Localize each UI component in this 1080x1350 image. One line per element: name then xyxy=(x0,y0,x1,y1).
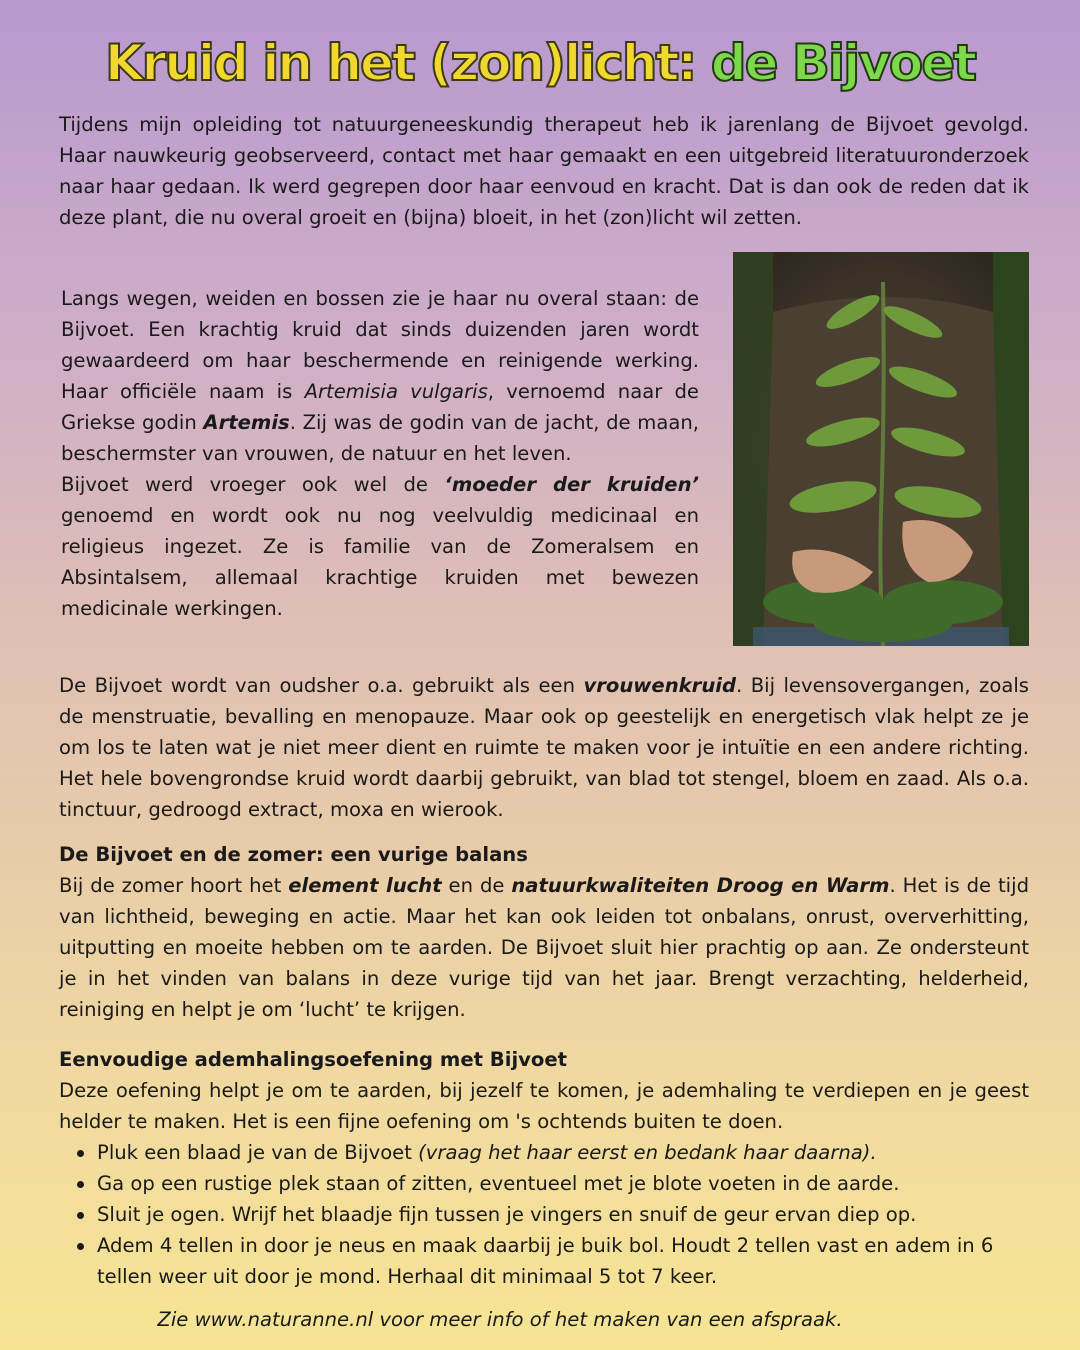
section-heading: Eenvoudige ademhalingsoefening met Bijvoet xyxy=(59,1048,568,1071)
latin-name: Artemisia vulgaris xyxy=(304,380,488,403)
text: . Zij was de godin van de jacht, de maan, beschermster van vrouwen, de natuur en het leven. xyxy=(61,411,700,465)
section-heading: De Bijvoet en de zomer: een vurige balans xyxy=(59,843,528,866)
vrouwenkruid-emphasis: vrouwenkruid xyxy=(583,674,737,697)
text: Langs wegen, weiden en bossen zie je haar nu overal staan: de Bijvoet. Een krachtig kruid dat sinds duizenden jaren wordt gewaardeerd om haar beschermende en reinigende werking. Haar officiële naam is xyxy=(61,287,699,403)
item-note: (vraag het haar eerst en bedank haar daarna). xyxy=(418,1141,877,1164)
footer-note: Zie www.naturanne.nl voor meer info of het maken van een afspraak. xyxy=(157,1308,843,1331)
text: genoemd en wordt ook nu nog veelvuldig medicinaal en religieus ingezet. Ze is familie van de Zomeralsem en Absintalsem, allemaal krachtige kruiden met bewezen medicinale werkingen. xyxy=(61,504,699,620)
text: Bijvoet werd vroeger ook wel de xyxy=(61,473,445,496)
moeder-emphasis: ‘moeder der kruiden’ xyxy=(444,473,699,496)
title-part2: de Bijvoet xyxy=(710,34,976,92)
section-paragraph xyxy=(59,870,1029,1025)
plant-illustration xyxy=(733,252,1029,646)
list-item: Sluit je ogen. Wrijf het blaadje fijn tussen je vingers en snuif de geur ervan diep op. xyxy=(97,1199,1029,1230)
paragraph-artemisia xyxy=(61,283,699,469)
text: Bij de zomer hoort het xyxy=(59,874,289,897)
mugwort-plant-photo xyxy=(733,252,1029,646)
paragraph-moeder xyxy=(61,469,699,624)
text: De Bijvoet wordt van oudsher o.a. gebruikt als een xyxy=(59,674,584,697)
exercise-list xyxy=(59,1137,1029,1292)
natuurkwaliteiten-emphasis: natuurkwaliteiten Droog en Warm xyxy=(511,874,890,897)
text: , vernoemd naar de Griekse godin xyxy=(61,380,699,434)
list-item: Ga op een rustige plek staan of zitten, eventueel met je blote voeten in de aarde. xyxy=(97,1168,1029,1199)
page-title xyxy=(0,28,1080,98)
section-intro: Deze oefening helpt je om te aarden, bij jezelf te komen, je ademhaling te verdiepen en je geest helder te maken. Het is een fijne oefening om 's ochtends buiten te doen. xyxy=(59,1079,1029,1133)
text: en de xyxy=(441,874,512,897)
text: Pluk een blaad je van de Bijvoet xyxy=(97,1141,419,1164)
paragraph-vrouwenkruid xyxy=(59,670,1029,825)
intro-paragraph: Tijdens mijn opleiding tot natuurgeneeskundig therapeut heb ik jarenlang de Bijvoet gevolgd. Haar nauwkeurig geobserveerd, contact met haar gemaakt en een uitgebreid literatuuronderzoek naar haar gedaan. Ik werd gegrepen door haar eenvoud en kracht. Dat is dan ook de reden dat ik deze plant, die nu overal groeit en (bijna) bloeit, in het (zon)licht wil zetten. xyxy=(59,113,1029,229)
text: . Bij levensovergangen, zoals de menstruatie, bevalling en menopauze. Maar ook op geestelijk en energetisch vlak helpt ze je om los te laten wat je niet meer dient en ruimte te maken voor je intuïtie en een andere richting. Het hele bovengrondse kruid wordt daarbij gebruikt, van blad tot stengel, bloem en zaad. Als o.a. tinctuur, gedroogd extract, moxa en wierook. xyxy=(59,674,1029,821)
text-column xyxy=(61,283,699,624)
text: . Het is de tijd van lichtheid, beweging en actie. Maar het kan ook leiden tot onbalans, onrust, oververhitting, uitputting en moeite hebben om te aarden. De Bijvoet sluit hier prachtig op aan. Ze ondersteunt je in het vinden van balans in deze vurige tijd van het jaar. Brengt verzachting, helderheid, reiniging en helpt je om ‘lucht’ te krijgen. xyxy=(59,874,1030,1021)
list-item xyxy=(97,1137,1029,1168)
section-ademhaling xyxy=(59,1044,1029,1292)
element-lucht-emphasis: element lucht xyxy=(288,874,442,897)
artemis-name: Artemis xyxy=(203,411,290,434)
list-item: Adem 4 tellen in door je neus en maak daarbij je buik bol. Houdt 2 tellen vast en adem in 6 tellen weer uit door je mond. Herhaal dit minimaal 5 tot 7 keer. xyxy=(97,1230,1029,1292)
section-zomer xyxy=(59,839,1029,1025)
title-part1: Kruid in het (zon)licht: xyxy=(104,34,711,92)
